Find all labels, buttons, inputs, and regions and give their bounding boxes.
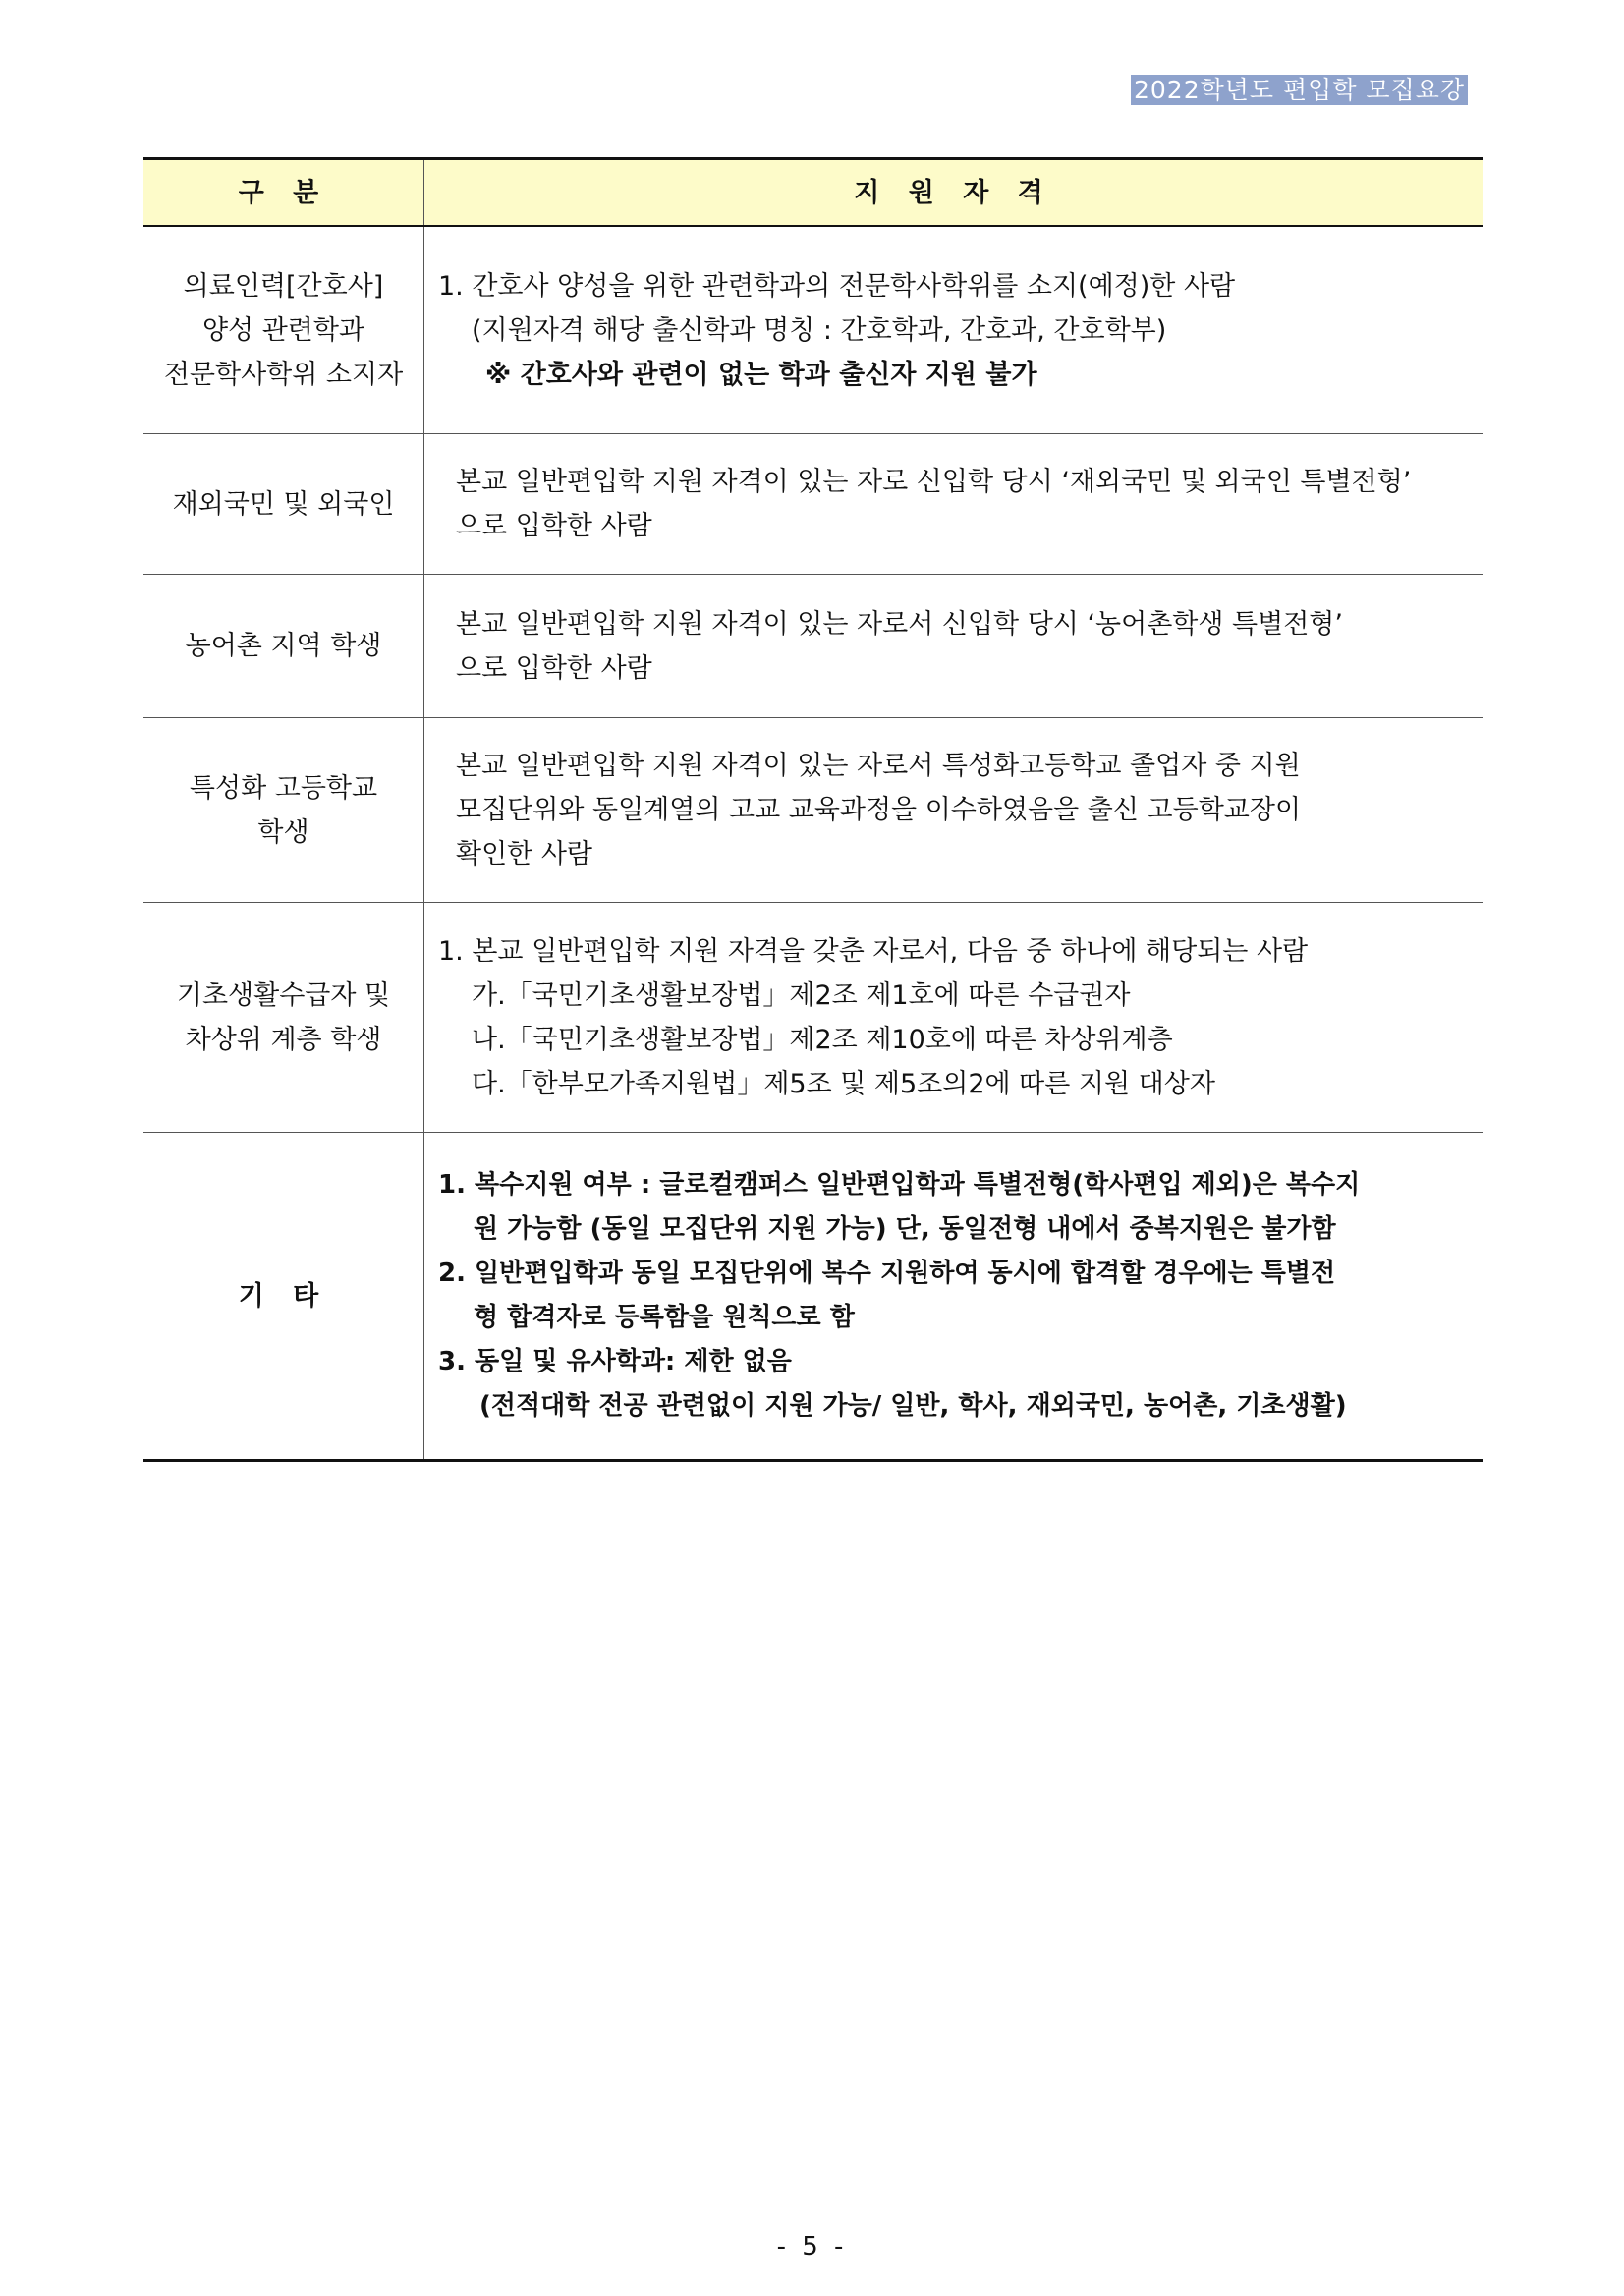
table-row (143, 1133, 1483, 1459)
qualification-line: 본교 일반편입학 지원 자격이 있는 자로서 특성화고등학교 졸업자 중 지원 (456, 751, 1301, 781)
qualification-line: 1. 본교 일반편입학 지원 자격을 갖춘 자로서, 다음 중 하나에 해당되는 사람 (438, 935, 1309, 967)
category-line: 차상위 계층 학생 (185, 1024, 382, 1055)
category-line: 양성 관련학과 (201, 314, 365, 346)
qualification-line: 모집단위와 동일계열의 고교 교육과정을 이수하였음을 출신 고등학교장이 (456, 795, 1302, 825)
row-qualification (424, 718, 1483, 902)
category-line: 기 타 (238, 1280, 329, 1312)
row-category (143, 434, 424, 574)
row-category (143, 718, 424, 902)
table-row (143, 575, 1483, 718)
qualification-line: 가.「국민기초생활보장법」제2조 제1호에 따른 수급권자 (472, 980, 1131, 1011)
row-qualification (424, 434, 1483, 574)
row-category (143, 1133, 424, 1459)
qualification-line: 본교 일반편입학 지원 자격이 있는 자로 신입학 당시 ‘재외국민 및 외국인 특별전형’ (456, 467, 1412, 497)
header-category: 구 분 (143, 160, 424, 225)
qualification-line: 확인한 사람 (456, 839, 592, 869)
eligibility-table (143, 157, 1483, 1462)
row-qualification (424, 903, 1483, 1132)
qualification-line: 원 가능함 (동일 모집단위 지원 가능) 단, 동일전형 내에서 중복지원은 불가함 (474, 1214, 1336, 1244)
table-row (143, 227, 1483, 434)
table-row (143, 903, 1483, 1133)
qualification-line: 1. 복수지원 여부 : 글로컬캠퍼스 일반편입학과 특별전형(학사편입 제외)은 복수지 (438, 1170, 1361, 1200)
category-line: 의료인력[간호사] (183, 270, 384, 302)
header-qualification: 지 원 자 격 (854, 177, 1053, 208)
category-line: 농어촌 지역 학생 (185, 631, 382, 661)
row-qualification (424, 227, 1483, 433)
qualification-line: (지원자격 해당 출신학과 명칭 : 간호학과, 간호과, 간호학부) (472, 314, 1167, 346)
row-category (143, 227, 424, 433)
row-qualification (424, 1133, 1483, 1459)
qualification-line: 으로 입학한 사람 (456, 652, 652, 684)
category-line: 전문학사학위 소지자 (163, 359, 404, 390)
row-qualification (424, 575, 1483, 717)
qualification-line: 1. 간호사 양성을 위한 관련학과의 전문학사학위를 소지(예정)한 사람 (438, 270, 1236, 302)
category-line: 재외국민 및 외국인 (172, 488, 395, 520)
row-category (143, 575, 424, 717)
qualification-line: 본교 일반편입학 지원 자격이 있는 자로서 신입학 당시 ‘농어촌학생 특별전형’ (456, 608, 1343, 640)
qualification-line: 나.「국민기초생활보장법」제2조 제10호에 따른 차상위계층 (472, 1024, 1173, 1055)
table-header-row (143, 160, 1483, 227)
category-line: 기초생활수급자 및 (176, 980, 391, 1011)
qualification-line: 다.「한부모가족지원법」제5조 및 제5조의2에 따른 지원 대상자 (472, 1068, 1215, 1099)
qualification-line: 2. 일반편입학과 동일 모집단위에 복수 지원하여 동시에 합격할 경우에는 특별전 (438, 1259, 1336, 1288)
category-line: 학생 (257, 816, 309, 848)
table-row (143, 434, 1483, 575)
qualification-line: 으로 입학한 사람 (456, 511, 652, 541)
table-row (143, 718, 1483, 903)
qualification-note: ※ 간호사와 관련이 없는 학과 출신자 지원 불가 (485, 359, 1037, 390)
category-line: 특성화 고등학교 (189, 772, 378, 804)
qualification-line: (전적대학 전공 관련없이 지원 가능/ 일반, 학사, 재외국민, 농어촌, 기초생활) (479, 1391, 1347, 1421)
qualification-line: 3. 동일 및 유사학과: 제한 없음 (438, 1347, 792, 1376)
qualification-line: 형 합격자로 등록함을 원칙으로 함 (474, 1303, 855, 1332)
document-header-title: 2022학년도 편입학 모집요강 (1131, 75, 1468, 105)
row-category (143, 903, 424, 1132)
page-number: - 5 - (776, 2232, 848, 2262)
